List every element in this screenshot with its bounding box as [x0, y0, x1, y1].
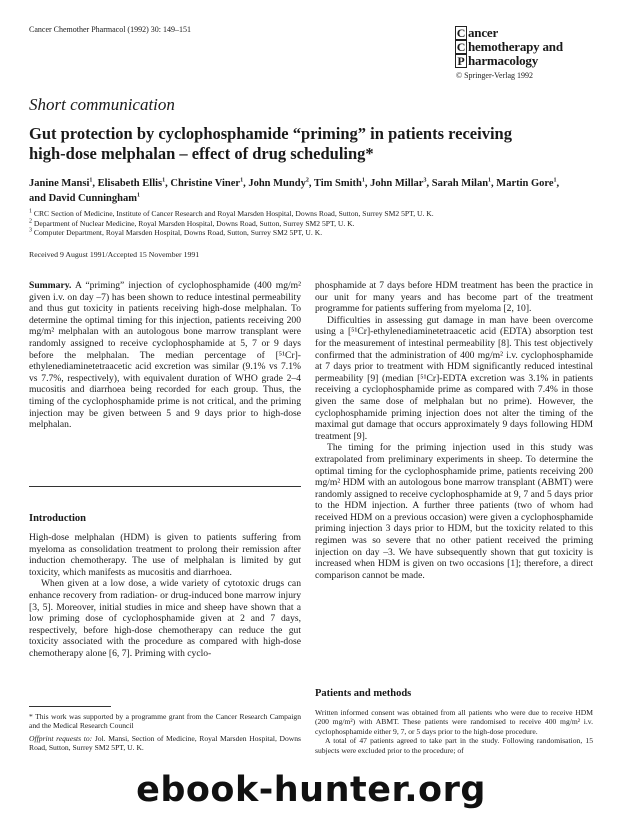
author: Christine Viner: [170, 178, 241, 189]
author: Sarah Milan: [431, 178, 489, 189]
author: David Cunningham: [48, 193, 137, 204]
watermark: ebook-hunter.org: [136, 770, 486, 810]
summary-label: Summary.: [29, 280, 72, 291]
author: Elisabeth Ellis: [97, 178, 163, 189]
article-type: Short communication: [29, 95, 175, 114]
footnotes: [29, 712, 301, 753]
methods-text: [315, 708, 593, 755]
affiliations: [29, 209, 589, 238]
journal-citation: Cancer Chemother Pharmacol (1992) 30: 149–151: [29, 25, 191, 34]
author: John Mundy: [248, 178, 306, 189]
right-column-text: [315, 280, 593, 581]
affiliation: $^1$ CRC Section of Medicine, Institute of Cancer Research and Royal Marsden Hospital, Downs Road, Sutton, Surrey SM2 5PT, U. K.: [29, 208, 434, 218]
affiliation: $^3$ Computer Department, Royal Marsden Hospital, Downs Road, Sutton, Surrey SM2 5PT, U. K.: [29, 227, 323, 237]
footnote-divider: [29, 706, 111, 707]
author: Tim Smith: [313, 178, 362, 189]
paragraph: Difficulties in assessing gut damage in man have been overcome using a [⁵¹Cr]-ethylenediaminetetraacetic acid (EDTA) absorption test for the measurement of intestinal permeability [8]. This test objectively confirmed that the administration of 400 mg/m² i.v. cyclophosphamide at 7 days prior to treatment with HDM significantly reduced intestinal permeability [9] (median [⁵¹Cr]-EDTA excretion was 3.1% in patients receiving a cyclophosphamide prime as compared with 7.4% in those given the same dose of melphalan but no prime). However, the cyclophosphamide priming injection does not alter the timing of the maximal gut damage that occurs approximately 9 days following HDM treatment [9].: [315, 314, 593, 442]
author-list: Janine Mansi$^1$, Elisabeth Ellis$^1$, Christine Viner$^1$, John Mundy$^2$, Tim Smith$^1$, John Millar$^3$, Sarah Milan$^1$, Martin Gore$^1$, and David Cunningham$^1$: [29, 177, 560, 204]
author: John Millar: [370, 178, 424, 189]
introduction-text: [29, 532, 301, 660]
section-heading-introduction: Introduction: [29, 513, 86, 524]
paragraph: phosphamide at 7 days before HDM treatment has been the practice in our unit for many years and has become part of the treatment programme for patients suffering from myeloma [2, 10].: [315, 280, 593, 315]
summary-text: A “priming” injection of cyclophosphamide (400 mg/m² given i.v. on day –7) has been shown to reduce intestinal permeability and thus gut toxicity in patients receiving high-dose melphalan. To determine the optimal timing for this injection, patients receiving 200 mg/m² melphalan with an autologous bone marrow transplant were randomly assigned to receive cyclophosphamide at 5, 7 or 9 days before the melphalan. The median percentage of [⁵¹Cr]-ethylenediaminetetraacetic acid excretion was similar (9.1% vs 7.1% vs 7.7%, respectively), with equivalent duration of WHO grade 2–4 mucositis and diarrhoea being recorded for each group. Thus, the timing of the cyclophosphamide prime is not critical, and the priming injection may be given between 5 and 9 days prior to high-dose melphalan.: [29, 280, 301, 431]
copyright: © Springer-Verlag 1992: [456, 71, 534, 80]
paragraph: The timing for the priming injection used in this study was extrapolated from preliminary experiments in sheep. To determine the optimal timing for the cyclophosphamide prime, patients receiving 200 mg/m² HDM with an autologous bone marrow transplant (ABMT) were randomly assigned to receive cyclophosphamide at 9, 7 and 5 days prior to the HDM injection. A further three patients (two of whom had received HDM on a previous occasion) were given a cyclophosphamide priming injection 3 days prior to HDM, but the toxicity related to this regimen was so severe that no other patient received the priming injection on day –3. We have subsequently shown that gut toxicity is increased when HDM is given on two occasions [1]; therefore, a direct comparison cannot be made.: [315, 442, 593, 581]
paragraph: When given at a low dose, a wide variety of cytotoxic drugs can enhance recovery from radiation- or drug-induced bone marrow injury [3, 5]. Moreover, initial studies in mice and sheep have shown that a low priming dose of cyclophosphamide given at 2 and 7 days, respectively, before high-dose chemotherapy can reduce the gut toxicity associated with the procedure as compared with high-dose chemotherapy alone [6, 7]. Priming with cyclo-: [29, 578, 301, 659]
section-heading-methods: Patients and methods: [315, 688, 412, 699]
author: Janine Mansi: [29, 178, 90, 189]
logo-line-1: C ancer: [456, 25, 499, 40]
journal-logo: [455, 26, 563, 68]
affiliation: $^2$ Department of Nuclear Medicine, Royal Marsden Hospital, Downs Road, Sutton, Surrey SM2 5PT, U. K.: [29, 217, 355, 228]
received-dates: Received 9 August 1991/Accepted 15 November 1991: [29, 250, 200, 259]
author: Martin Gore: [496, 178, 554, 189]
paragraph: Written informed consent was obtained from all patients who were due to receive HDM (200 mg/m²) with ABMT. These patients were randomised to receive 400 mg/m² i.v. cyclophosphamide either 9, 7, or 5 days prior to the high-dose procedure.: [315, 708, 593, 736]
summary: [29, 280, 301, 431]
paragraph: A total of 47 patients agreed to take part in the study. Following randomisation, 15 subjects were excluded prior to the procedure; of: [315, 736, 593, 755]
funding-footnote: * This work was supported by a programme grant from the Cancer Research Campaign and the Medical Research Council: [29, 712, 301, 731]
paragraph: High-dose melphalan (HDM) is given to patients suffering from myeloma as consolidation treatment to prolong their remission after induction chemotherapy. The use of melphalan is limited by gut toxicity, which manifests as mucositis and diarrhoea.: [29, 532, 301, 578]
logo-line-2: C hemotherapy and: [456, 39, 563, 54]
offprint-note: Offprint requests to: Jol. Mansi, Section of Medicine, Royal Marsden Hospital, Downs Road, Sutton, Surrey SM2 5PT, U. K.: [29, 733, 301, 753]
logo-line-3: P harmacology: [455, 54, 563, 68]
divider: [29, 486, 301, 487]
article-title: Gut protection by cyclophosphamide “priming” in patients receiving high-dose melphalan – effect of drug scheduling*: [29, 124, 512, 163]
